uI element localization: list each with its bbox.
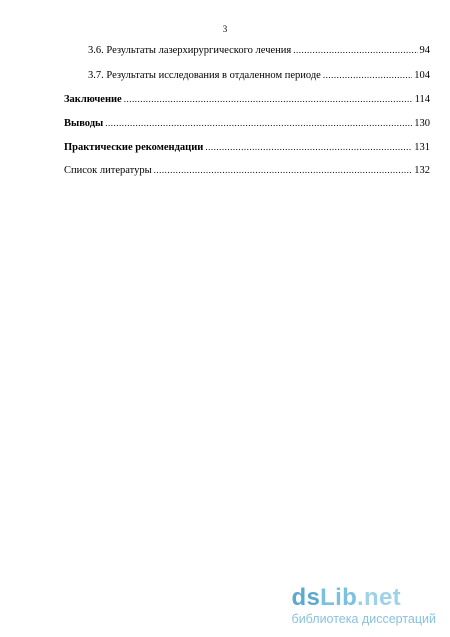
toc-entry-recommendations: [64, 141, 430, 154]
toc-entry-title: Список литературы: [64, 165, 152, 176]
logo-part-lib: Lib: [320, 584, 358, 611]
page-number: 3: [222, 24, 228, 34]
toc-entry-title: 3.7. Результаты исследования в отдаленном периоде: [88, 70, 321, 81]
toc-entry-references: [64, 164, 430, 177]
dslib-watermark: [292, 586, 436, 627]
toc-entry-findings: [64, 117, 430, 130]
toc-leader-dots: [105, 117, 412, 129]
toc-entry-page: 132: [414, 165, 430, 176]
toc-entry-page: 104: [414, 70, 430, 81]
toc-entry-title: Выводы: [64, 118, 104, 129]
logo-part-net: .net: [357, 584, 401, 611]
toc-entry-3-7: [88, 69, 430, 82]
toc-leader-dots: [323, 69, 412, 81]
toc-leader-dots: [124, 93, 413, 105]
toc-entry-page: 94: [419, 45, 430, 56]
logo-part-ds: ds: [291, 584, 321, 611]
toc-entry-title: Заключение: [64, 94, 122, 105]
toc-entry-conclusion: [64, 93, 430, 106]
dslib-logo: [292, 586, 436, 610]
toc-entry-title: Практические рекомендации: [64, 142, 204, 153]
toc-leader-dots: [205, 141, 412, 153]
toc-entry-page: 114: [414, 94, 430, 105]
toc-entry-title: 3.6. Результаты лазерхирургического лечения: [88, 45, 292, 56]
watermark-subtitle: библиотека диссертаций: [291, 612, 436, 626]
toc-entry-page: 130: [414, 118, 430, 129]
toc-entry-page: 131: [414, 142, 430, 153]
toc-leader-dots: [293, 44, 417, 56]
toc-entry-3-6: [88, 44, 430, 57]
toc-leader-dots: [154, 164, 413, 176]
